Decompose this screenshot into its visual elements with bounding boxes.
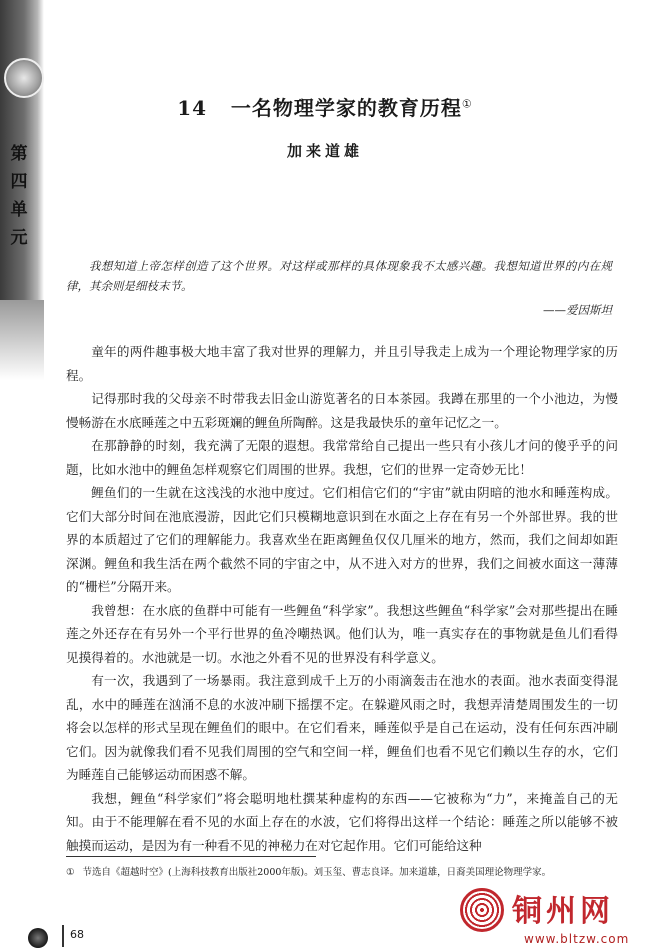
epigraph-text: 我想知道上帝怎样创造了这个世界。对这样或那样的具体现象我不太感兴趣。我想知道世界的内在规律，其余则是细枝末节。 <box>66 259 612 293</box>
watermark-name: 铜州网 <box>512 894 614 929</box>
page-number-bar <box>62 925 64 947</box>
unit-label-char: 单 <box>10 200 28 220</box>
lesson-number: 14 <box>177 96 208 120</box>
footnote-text: 节选自《超越时空》(上海科技教育出版社2000年版)。刘玉玺、曹志良译。加来道雄，日裔美国理论物理学家。 <box>82 867 552 878</box>
title-footnote-mark[interactable]: ① <box>461 97 473 111</box>
unit-label-char: 元 <box>10 228 28 248</box>
unit-side-band-fade <box>0 300 44 380</box>
paragraph: 我曾想：在水底的鱼群中可能有一些鲤鱼“科学家”。我想这些鲤鱼“科学家”会对那些提出在睡莲之外还存在有另外一个平行世界的鱼冷嘲热讽。他们认为，唯一真实存在的事物就是鱼儿们看得见摸得着的。水池就是一切。水池之外看不见的世界没有科学意义。 <box>66 602 618 665</box>
article-body <box>66 340 618 857</box>
watermark-seal-icon <box>460 888 504 932</box>
watermark <box>460 888 650 950</box>
paragraph: 鲤鱼们的一生就在这浅浅的水池中度过。它们相信它们的“宇宙”就由阴暗的池水和睡莲构成。它们大部分时间在池底漫游，因此它们只模糊地意识到在水面之上存在有另一个外部世界。我的世界的本质超过了它们的理解能力。我喜欢坐在距离鲤鱼仅仅几厘米的地方，然而，我们之间却如距深渊。鲤鱼和我生活在两个截然不同的宇宙之中，从不进入对方的世界，我们之间被水面这一薄薄的“栅栏”分隔开来。 <box>66 485 618 594</box>
epigraph-source: ——爱因斯坦 <box>543 303 612 317</box>
author-name: 加来道雄 <box>286 142 363 160</box>
paragraph: 在那静静的时刻，我充满了无限的遐想。我常常给自己提出一些只有小孩儿才问的傻乎乎的问题，比如水池中的鲤鱼怎样观察它们周围的世界。我想，它们的世界一定奇妙无比！ <box>66 438 618 477</box>
unit-label-char: 四 <box>10 172 28 192</box>
lesson-title <box>0 92 650 121</box>
footnote-mark: ① <box>66 867 75 878</box>
page-number: 68 <box>70 928 84 941</box>
page-corner-dot-icon <box>28 928 48 948</box>
paragraph: 童年的两件趣事极大地丰富了我对世界的理解力，并且引导我走上成为一个理论物理学家的历程。 <box>66 344 618 383</box>
paragraph: 记得那时我的父母亲不时带我去旧金山游览著名的日本茶园。我蹲在那里的一个小池边，为慢慢畅游在水底睡莲之中五彩斑斓的鲤鱼所陶醉。这是我最快乐的童年记忆之一。 <box>66 391 618 430</box>
paragraph: 我想，鲤鱼“科学家们”将会聪明地杜撰某种虚构的东西——它被称为“力”，来掩盖自己的无知。由于不能理解在看不见的水面上存在的水波，它们将得出这样一个结论：睡莲之所以能够不被触摸而运动，是因为有一种看不见的神秘力在对它起作用。它们可能给这种 <box>66 790 618 853</box>
paragraph: 有一次，我遇到了一场暴雨。我注意到成千上万的小雨滴轰击在池水的表面。池水表面变得混乱，水中的睡莲在汹涌不息的水波冲刷下摇摆不定。在躲避风雨之时，我想弄清楚周围发生的一切将会以怎样的形式呈现在鲤鱼们的眼中。在它们看来，睡莲似乎是自己在运动，没有任何东西冲刷它们。因为就像我们看不见我们周围的空气和空间一样，鲤鱼们也看不见它们赖以生存的水，它们为睡莲自己能够运动而困惑不解。 <box>66 673 618 782</box>
footnote <box>66 866 626 880</box>
watermark-url: www.bltzw.com <box>524 932 630 946</box>
unit-label-char: 第 <box>10 144 28 164</box>
lesson-title-text: 一名物理学家的教育历程 <box>230 96 462 120</box>
footnote-divider <box>66 856 316 857</box>
